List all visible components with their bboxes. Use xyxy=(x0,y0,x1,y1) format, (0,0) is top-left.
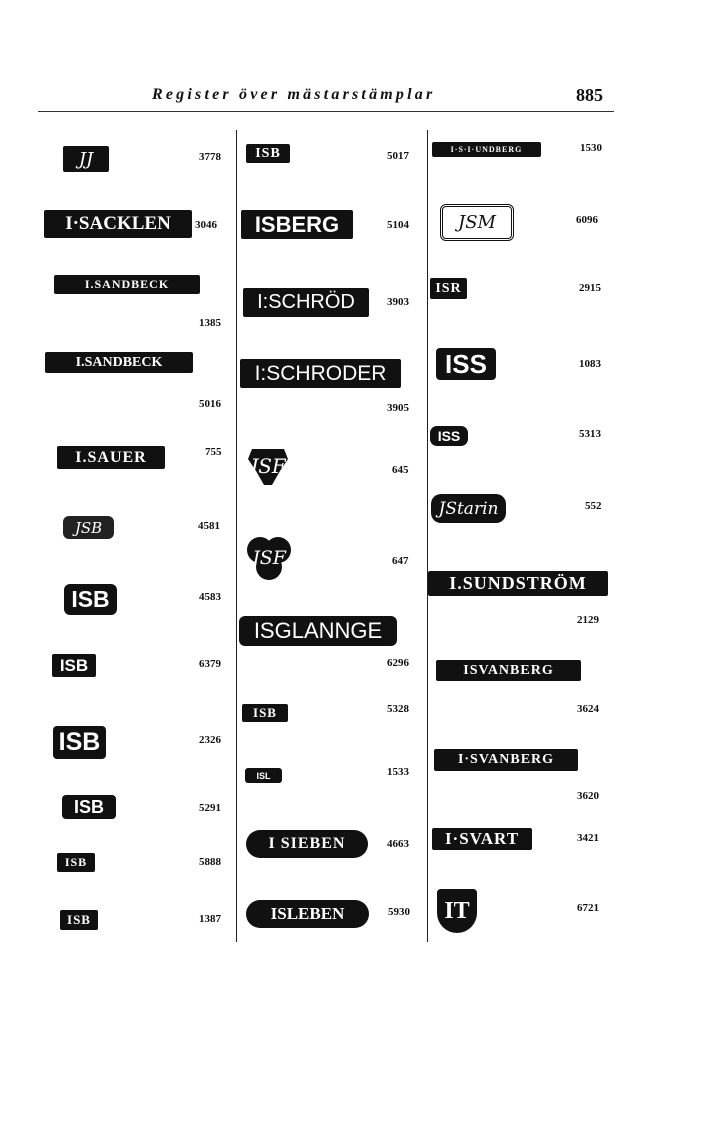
register-number: 3778 xyxy=(199,151,221,163)
register-number: 3624 xyxy=(577,703,599,715)
monogram-text: JSF xyxy=(250,454,286,478)
maker-mark: JJ xyxy=(63,146,109,172)
register-number: 3046 xyxy=(195,219,217,231)
maker-mark: I.SAUER xyxy=(57,446,165,469)
maker-mark: ISL xyxy=(245,768,282,783)
monogram-text: JSF xyxy=(252,547,286,569)
maker-mark: ISB xyxy=(53,726,106,759)
maker-mark: I.SUNDSTRÖM xyxy=(428,571,608,596)
register-number: 5016 xyxy=(199,398,221,410)
column-divider-1 xyxy=(236,130,237,942)
register-number: 6379 xyxy=(199,658,221,670)
register-number: 5888 xyxy=(199,856,221,868)
maker-mark: ISLEBEN xyxy=(246,900,369,928)
maker-mark: ISB xyxy=(64,584,117,615)
maker-mark: ISB xyxy=(62,795,116,819)
monogram-mark-2 xyxy=(244,534,294,582)
register-number: 5017 xyxy=(387,150,409,162)
register-number: 645 xyxy=(392,464,409,476)
maker-mark: ISB xyxy=(242,704,288,722)
maker-mark: I·S·I·UNDBERG xyxy=(432,142,541,157)
register-number: 552 xyxy=(585,500,602,512)
register-number: 2129 xyxy=(577,614,599,626)
maker-mark: IT xyxy=(437,889,477,933)
register-number: 1533 xyxy=(387,766,409,778)
register-number: 5313 xyxy=(579,428,601,440)
register-number: 6296 xyxy=(387,657,409,669)
maker-mark: I:SCHRODER xyxy=(240,359,401,388)
register-number: 647 xyxy=(392,555,409,567)
column-divider-2 xyxy=(427,130,428,942)
register-number: 5291 xyxy=(199,802,221,814)
maker-mark: ISS xyxy=(436,348,496,380)
maker-mark: I·SVART xyxy=(432,828,532,850)
page-header-title: Register över mästarstämplar xyxy=(152,86,436,103)
register-number: 2915 xyxy=(579,282,601,294)
register-number: 1530 xyxy=(580,142,602,154)
maker-mark: ISB xyxy=(57,853,95,872)
monogram-mark-1 xyxy=(244,445,292,487)
register-number: 3905 xyxy=(387,402,409,414)
register-number: 3421 xyxy=(577,832,599,844)
register-number: 1083 xyxy=(579,358,601,370)
register-number: 3620 xyxy=(577,790,599,802)
register-number: 5104 xyxy=(387,219,409,231)
maker-mark: ISVANBERG xyxy=(436,660,581,681)
maker-mark: I SIEBEN xyxy=(246,830,368,858)
maker-mark: I.SANDBECK xyxy=(54,275,200,294)
maker-mark: I:SCHRÖD xyxy=(243,288,369,317)
maker-mark: I·SACKLEN xyxy=(44,210,192,238)
register-number: 6721 xyxy=(577,902,599,914)
maker-mark: JStarin xyxy=(431,494,506,523)
register-number: 2326 xyxy=(199,734,221,746)
maker-mark: I·SVANBERG xyxy=(434,749,578,771)
maker-mark: ISS xyxy=(430,426,468,446)
register-number: 5930 xyxy=(388,906,410,918)
page-number: 885 xyxy=(576,85,603,105)
register-number: 5328 xyxy=(387,703,409,715)
register-number: 1387 xyxy=(199,913,221,925)
maker-mark: I.SANDBECK xyxy=(45,352,193,373)
maker-mark: JSM xyxy=(440,204,514,241)
maker-mark: ISR xyxy=(430,278,467,299)
maker-mark: ISGLANNGE xyxy=(239,616,397,646)
register-number: 4581 xyxy=(198,520,220,532)
maker-mark: ISB xyxy=(246,144,290,163)
register-number: 4663 xyxy=(387,838,409,850)
register-number: 6096 xyxy=(576,214,598,226)
register-number: 4583 xyxy=(199,591,221,603)
maker-mark: JSB xyxy=(63,516,114,539)
header-rule xyxy=(38,111,614,112)
register-number: 3903 xyxy=(387,296,409,308)
maker-mark: ISB xyxy=(52,654,96,677)
maker-mark: ISBERG xyxy=(241,210,353,239)
maker-mark: ISB xyxy=(60,910,98,930)
register-number: 1385 xyxy=(199,317,221,329)
register-number: 755 xyxy=(205,446,222,458)
